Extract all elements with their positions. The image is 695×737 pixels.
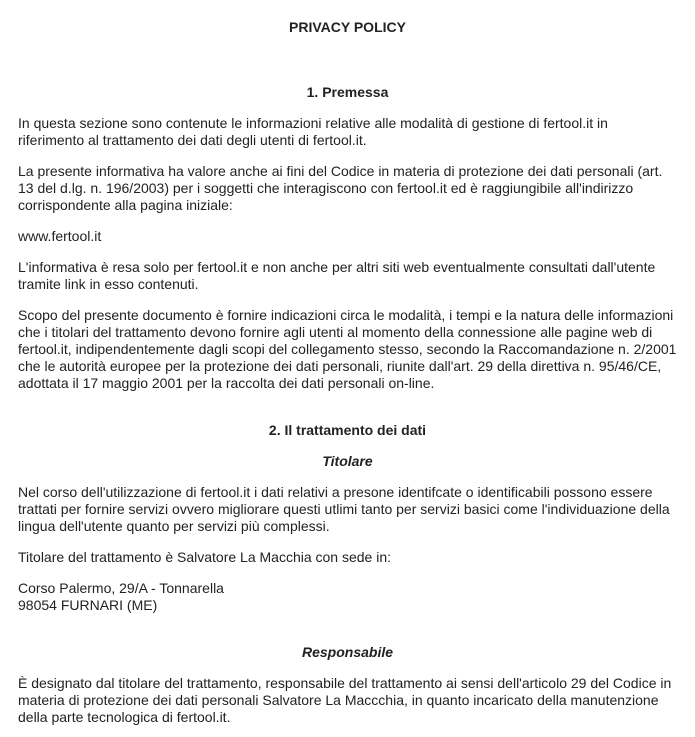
paragraph-intro: In questa sezione sono contenute le informazioni relative alle modalità di gestione di fertool.it in riferimento al trattamento dei dati degli utenti di fertool.it. — [18, 115, 608, 148]
address-block — [18, 580, 677, 614]
paragraph-responsabile: È designato dal titolare del trattamento, responsabile del trattamento ai sensi dell'articolo 29 del Codice in materia di protezione dei dati personali Salvatore La Maccchia, in quanto incaricato della manutenzione della parte tecnologica di fertool.it. — [18, 675, 672, 725]
paragraph-informativa-value: La presente informativa ha valore anche ai fini del Codice in materia di protezione dei dati personali (art. 13 del d.lg. n. 196/2003) per i soggetti che interagiscono con fertool.it ed è raggiungibile all'indirizzo corrispondente alla pagina iniziale: — [18, 163, 663, 213]
paragraph-document-purpose: Scopo del presente documento è fornire indicazioni circa le modalità, i tempi e la natura delle informazioni che i titolari del trattamento devono fornire agli utenti al momento della connessione alle pagine web di fertool.it, indipendentemente dagli scopi del collegamento stesso, secondo la Raccomandazione n. 2/2001 che le autorità europee per la protezione dei dati personali, riunite dall'art. 29 della direttiva n. 95/46/CE, adottata il 17 maggio 2001 per la raccolta dei dati personali on-line. — [18, 307, 677, 391]
subheading-responsabile: Responsabile — [301, 644, 394, 660]
section-heading-trattamento: 2. Il trattamento dei dati — [268, 422, 427, 438]
paragraph-scope-site: L'informativa è resa solo per fertool.it e non anche per altri siti web eventualmente consultati dall'utente tramite link in esso contenuti. — [18, 259, 656, 292]
website-address: www.fertool.it — [18, 228, 102, 244]
address-street: Corso Palermo, 29/A - Tonnarella — [18, 580, 224, 596]
paragraph-titolare: Titolare del trattamento è Salvatore La Macchia con sede in: — [18, 549, 392, 565]
address-city: 98054 FURNARI (ME) — [18, 597, 158, 613]
subheading-titolare: Titolare — [322, 453, 373, 469]
paragraph-data-usage: Nel corso dell'utilizzazione di fertool.it i dati relativi a presone identifcate o identificabili possono essere trattati per fornire servizi ovvero migliorare questi utlimi tanto per servizi basici come l'individuazione della lingua dell'utente quanto per servizi più complessi. — [18, 484, 670, 534]
page-title: PRIVACY POLICY — [289, 19, 406, 35]
section-heading-premessa: 1. Premessa — [306, 84, 389, 100]
